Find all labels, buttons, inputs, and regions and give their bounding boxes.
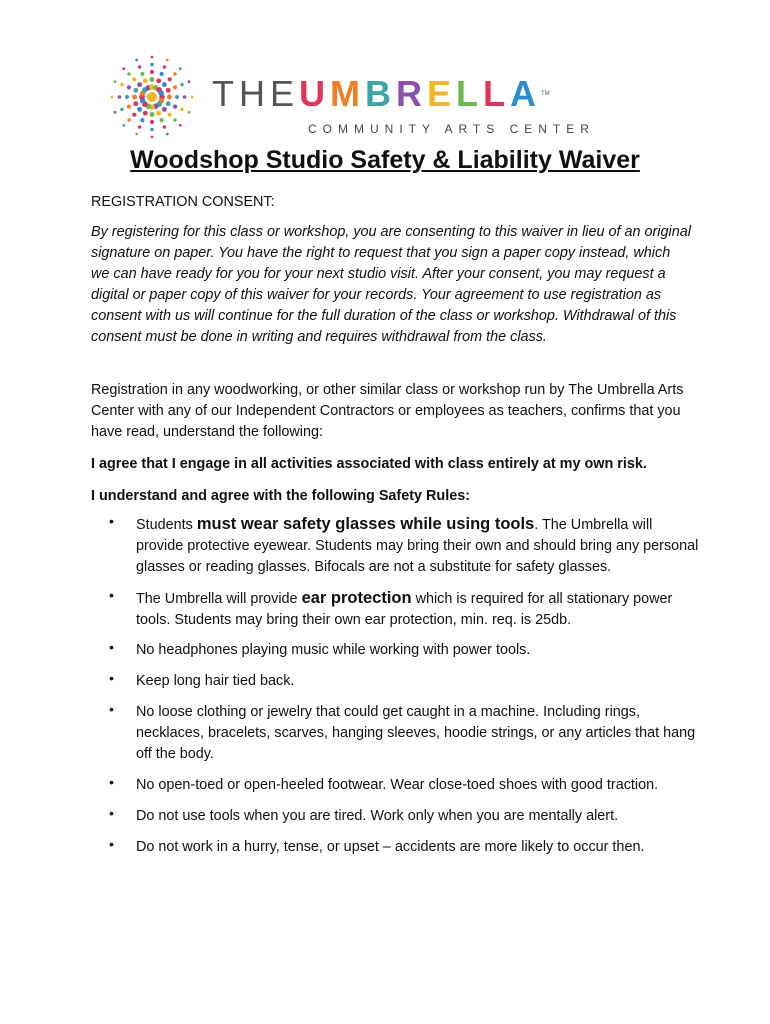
logo-the: THE [212,73,299,114]
logo-dot [175,95,179,99]
logo-dot [179,124,182,127]
safety-rule-item [109,671,699,692]
logo-dot [166,101,171,106]
logo-dot [160,118,164,122]
logo-dot [143,78,148,83]
rule-text-pre: Do not work in a hurry, tense, or upset – accidents are more likely to occur then. [136,839,645,855]
rule-text-pre: Keep long hair tied back. [136,673,295,689]
logo-dot [166,88,171,93]
logo-dot [127,85,131,89]
rule-text-em: must wear safety glasses while using tools [196,515,535,533]
registration-paragraph: Registration in any woodworking, or other similar class or workshop run by The Umbrella Arts Center with any of our Independent Contractors or employees as teachers, confirms that you have read, understand the following: [91,382,684,440]
safety-rules-list [109,514,699,858]
logo-dot [162,107,167,112]
logo-dot [179,67,182,70]
logo-dot [166,133,169,136]
logo-dot [151,136,154,139]
rule-text-pre: The Umbrella will provide [136,591,302,607]
logo-dot [133,101,138,106]
logo-dot [151,56,154,59]
logo-dot [188,80,191,83]
logo-dot [167,95,172,100]
logo-dot [150,120,154,124]
logo-dot [132,77,136,81]
logo-dot [180,108,184,112]
logo-dot [127,72,131,76]
rule-text-post: which is required for all stationary power tools. Students may bring their own ear protection, min. req. is 25db. [136,591,673,628]
safety-rule-item [109,775,699,796]
logo-dot [180,83,184,87]
logo-dot [132,95,137,100]
rule-text-post: . The Umbrella will provide protective eyewear. Students may bring their own and should bring any personal glasses or reading glasses. Bifocals are not a substitute for safety glasses. [136,517,699,575]
logo-dot [122,67,125,70]
safety-rule-item [109,514,699,578]
umbrella-logo [108,52,595,142]
logo-letter: L [456,73,484,114]
safety-rule-item [109,806,699,827]
safety-rule-item [109,588,699,631]
logo-dot [156,111,161,116]
safety-rule-item [109,837,699,858]
logo-dot [120,108,124,112]
bullet-icon: • [109,836,114,852]
rule-text-pre: No loose clothing or jewelry that could get caught in a machine. Including rings, necklaces, bracelets, scarves, hanging sleeves, hoodie strings, or any articles that hang off the body. [136,704,696,762]
logo-dot [150,112,155,117]
logo-dot [173,72,177,76]
logo-dot [173,118,177,122]
logo-dot [150,63,154,67]
rules-heading: I understand and agree with the following Safety Rules: [91,488,470,504]
logo-dot [114,111,117,114]
logo-dot [168,113,172,117]
logo-letter: E [427,73,457,114]
logo-dot [138,65,142,69]
logo-dot [111,96,114,99]
logo-dot [135,133,138,136]
logo-dot [138,125,142,129]
logo-dot [118,95,122,99]
logo-dot [191,96,194,99]
rule-text-pre: Do not use tools when you are tired. Work only when you are mentally alert. [136,808,619,824]
logo-dot [150,128,154,132]
logo-dot [137,107,142,112]
logo-dot [163,65,167,69]
rule-text-pre: No headphones playing music while working with power tools. [136,642,531,658]
logo-dot [114,80,117,83]
logo-letter: R [396,73,427,114]
rule-text-pre: No open-toed or open-heeled footwear. Wear close-toed shoes with good traction. [136,777,659,793]
logo-dot [140,118,144,122]
logo-dot [140,72,144,76]
bullet-icon: • [109,774,114,790]
logo-subtitle: COMMUNITY ARTS CENTER [308,122,595,136]
agree-statement: I agree that I engage in all activities associated with class entirely at my own risk. [91,456,647,472]
bullet-icon: • [109,513,114,529]
bullet-icon: • [109,639,114,655]
bullet-icon: • [109,701,114,717]
logo-dot [122,124,125,127]
logo-dot [183,95,187,99]
bullet-icon: • [109,670,114,686]
safety-rule-item [109,702,699,765]
rule-text-pre: Students [136,517,197,533]
logo-dot [135,59,138,62]
logo-dot [158,90,164,96]
logo-letter: A [510,73,542,114]
consent-paragraph: By registering for this class or workshop, you are consenting to this waiver in lieu of an original signature on paper. You have the right to request that you sign a paper copy instead, which we can have ready for you for your next studio visit. After your consent, you may request a digital or paper copy of this waiver for your records. Your agreement to use registration as consent with us will continue for the full duration of the class or workshop. Withdrawal of this consent must be done in writing and requires withdrawal from the class. [91,224,691,345]
logo-umbrella-letters [299,73,541,114]
logo-dot [173,85,177,89]
bullet-icon: • [109,805,114,821]
logo-dot [162,82,167,87]
sunburst-logo-icon [108,52,204,142]
logo-trademark: TM [541,91,550,97]
logo-dot [133,88,138,93]
document-title: Woodshop Studio Safety & Liability Waiver [130,146,640,174]
logo-dot [173,105,177,109]
logo-dot [150,70,154,74]
logo-wordmark [212,74,550,114]
logo-letter: U [299,73,330,114]
bullet-icon: • [109,587,114,603]
logo-dot [127,118,131,122]
logo-letter: M [330,73,365,114]
logo-dot [127,105,131,109]
logo-dot [125,95,129,99]
safety-rule-item [109,640,699,661]
logo-dot [168,77,172,81]
rule-text-em: ear protection [301,589,412,607]
logo-letter: B [365,73,396,114]
logo-dot [132,113,136,117]
registration-heading: REGISTRATION CONSENT: [91,194,275,210]
logo-dot [188,111,191,114]
logo-dot [137,82,142,87]
logo-dot [156,78,161,83]
logo-dot [150,77,155,82]
logo-dot [160,72,164,76]
logo-dot [143,111,148,116]
logo-dot [163,125,167,129]
logo-dot [166,59,169,62]
logo-center-dot [147,92,157,102]
logo-dot [120,83,124,87]
logo-letter: L [483,73,511,114]
